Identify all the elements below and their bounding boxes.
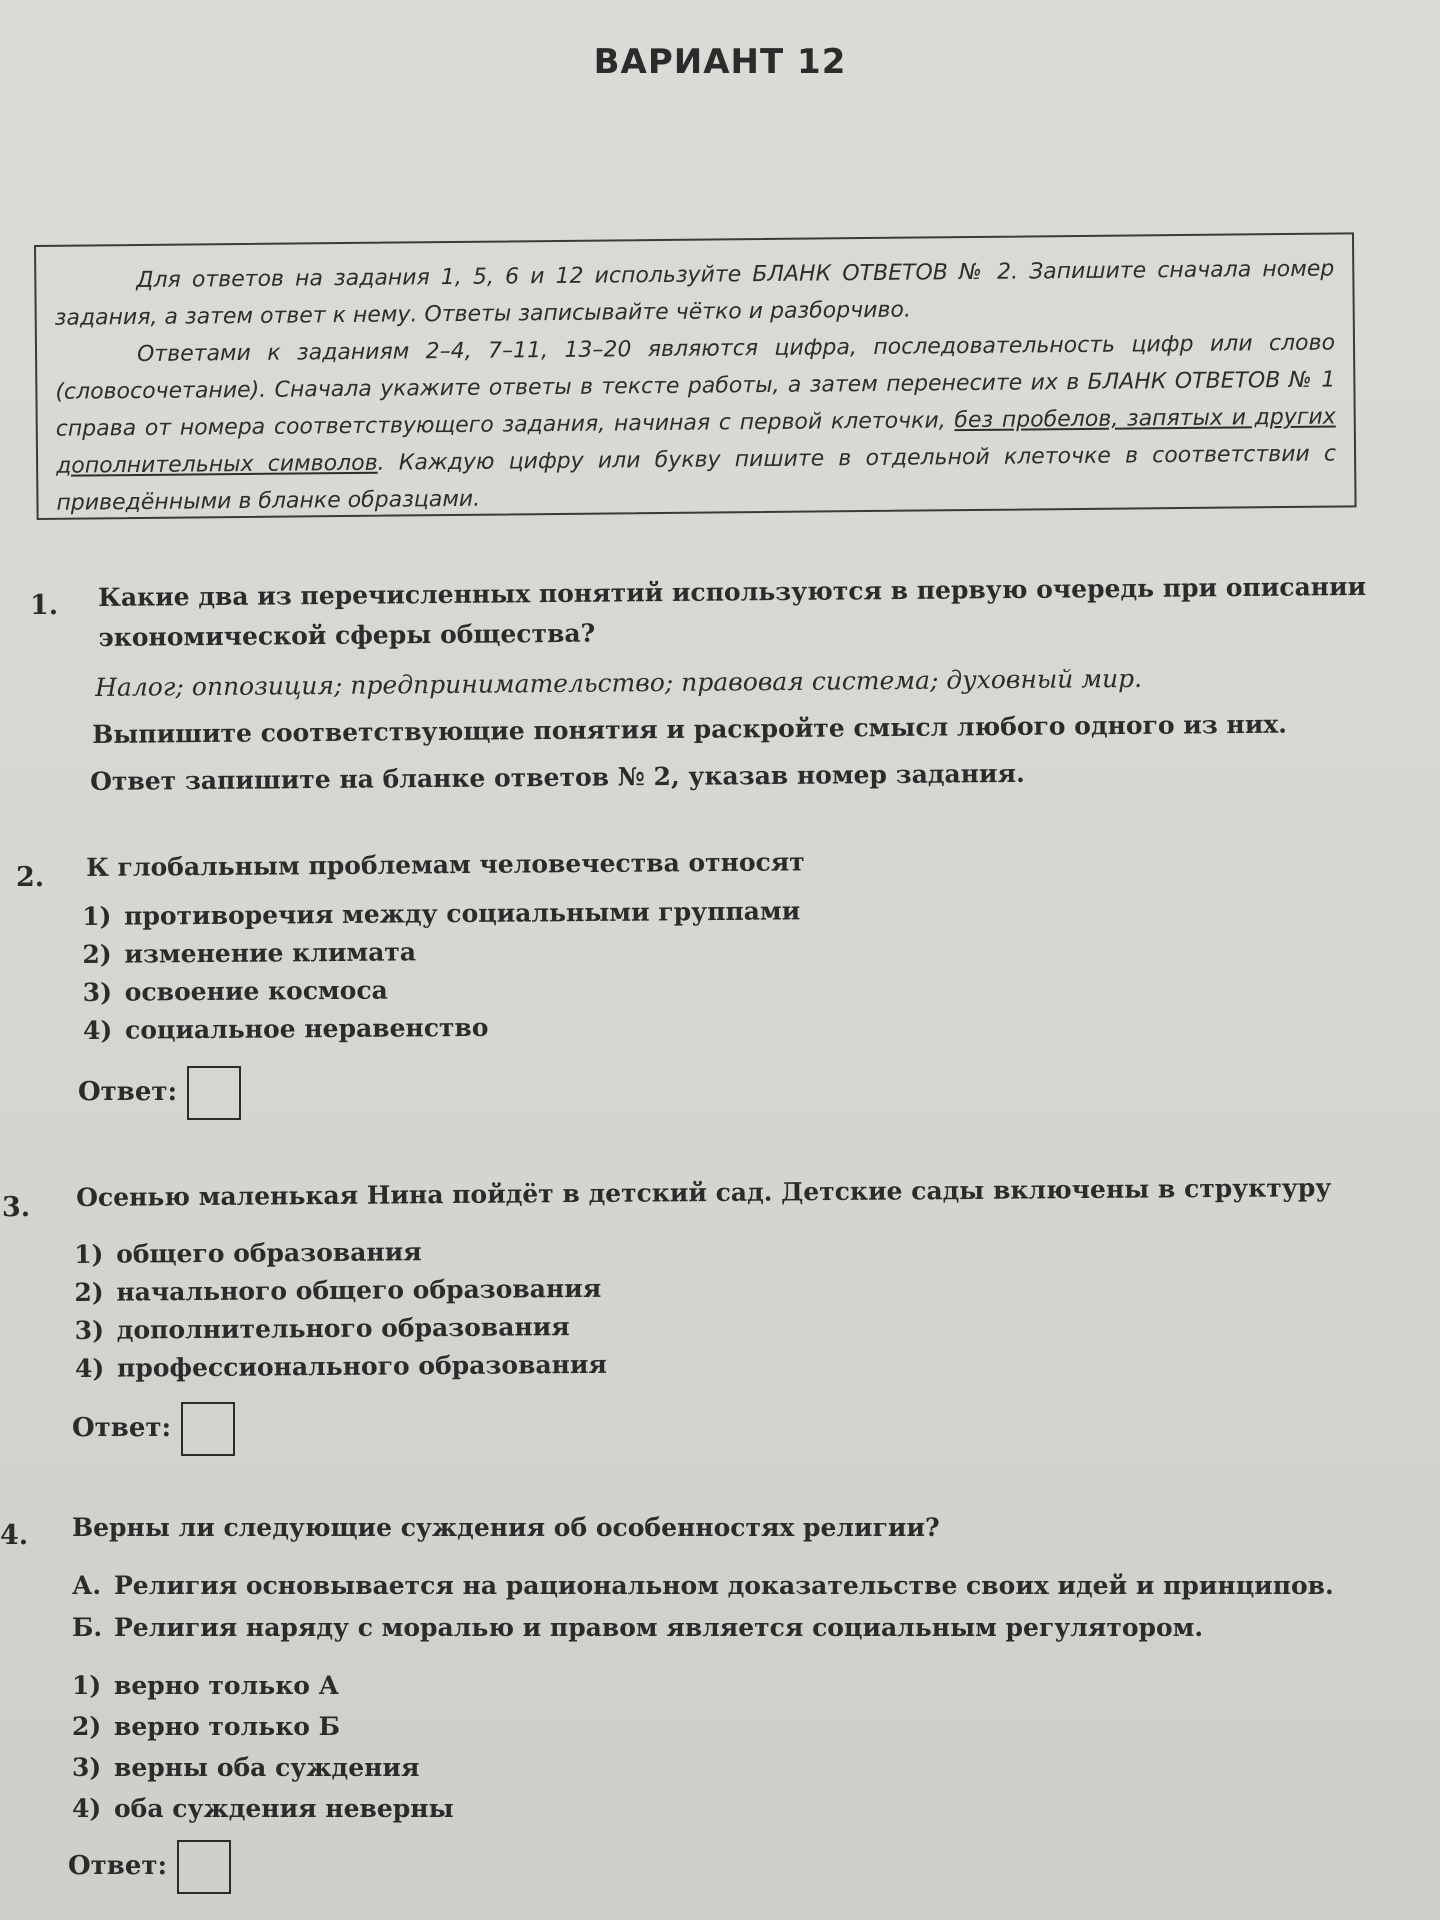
question-number: 3. [2, 1192, 31, 1223]
option-text: противоречия между социальными группами [124, 896, 801, 931]
statements-list [72, 1565, 1334, 1649]
question-number: 4. [0, 1520, 29, 1551]
option-text: верны оба суждения [114, 1753, 420, 1782]
statement-letter: А. [72, 1571, 102, 1600]
statement-letter: Б. [72, 1613, 103, 1642]
list-item [82, 892, 800, 936]
question-text: Какие два из перечисленных понятий используются в первую очередь при описании экономической сферы общества? [98, 571, 1367, 652]
option-number: 2) [74, 1277, 104, 1307]
question-text: Верны ли следующие суждения об особенностях религии? [72, 1513, 940, 1542]
option-number: 3) [82, 977, 113, 1007]
question-number: 1. [30, 590, 59, 621]
option-number: 4) [82, 1015, 113, 1045]
instructions-text-end: . Каждую цифру или букву пишите в отдельной клеточке в соответствии с приведёнными в бланке образцами. [56, 441, 1337, 516]
answer-label: Ответ: [68, 1851, 168, 1881]
options-list [72, 1665, 454, 1829]
option-number: 3) [72, 1753, 102, 1782]
option-number: 2) [72, 1712, 102, 1741]
list-item [75, 1346, 607, 1388]
question-text: К глобальным проблемам человечества относят [86, 847, 805, 882]
option-number: 2) [82, 939, 112, 969]
option-number: 4) [74, 1353, 105, 1383]
list-item [83, 1006, 801, 1050]
list-item [74, 1270, 606, 1312]
option-text: начального общего образования [116, 1273, 602, 1307]
question-number: 2. [16, 862, 45, 893]
instructions-text: Ответами к заданиям 2–4, 7–11, 13–20 являются цифра, последовательность цифр или слово (словосочетание). Сначала укажите ответы в тексте работы, а затем перенесите их в БЛАНК ОТВЕТОВ № 1 справа от номера соответствующего задания, начиная с первой клеточки, [55, 330, 1336, 442]
page-title: ВАРИАНТ 12 [593, 42, 847, 82]
answer-label: Ответ: [78, 1077, 178, 1107]
option-text: верно только Б [114, 1712, 340, 1741]
option-text: общего образования [116, 1237, 422, 1269]
question-task: Выпишите соответствующие понятия и раскройте смысл любого одного из них. [92, 709, 1288, 749]
instructions-underlined-text: без пробелов, запятых и других дополнительных символов [56, 404, 1336, 479]
option-text: оба суждения неверны [114, 1794, 454, 1823]
option-text: освоение космоса [124, 975, 388, 1007]
statement-text: Религия основывается на рациональном доказательстве своих идей и принципов. [114, 1571, 1334, 1600]
instructions-paragraph-1: Для ответов на задания 1, 5, 6 и 12 используйте БЛАНК ОТВЕТОВ № 2. Запишите сначала номер задания, а затем ответ к нему. Ответы записывайте чётко и разборчиво. [54, 256, 1335, 331]
list-item [74, 1232, 606, 1274]
instructions-paragraph-2 [55, 325, 1337, 522]
instructions-box [34, 232, 1357, 520]
option-number: 4) [72, 1794, 102, 1823]
question-terms: Налог; оппозиция; предпринимательство; правовая система; духовный мир. [95, 663, 1143, 702]
question-text: Осенью маленькая Нина пойдёт в детский сад. Детские сады включены в структуру [76, 1173, 1332, 1212]
option-text: профессионального образования [116, 1349, 608, 1383]
answer-box[interactable] [181, 1402, 235, 1456]
option-number: 1) [72, 1671, 102, 1700]
options-list [82, 892, 801, 1050]
list-item [72, 1607, 1334, 1649]
list-item [72, 1706, 454, 1747]
option-text: верно только А [114, 1671, 339, 1700]
list-item [82, 930, 800, 974]
answer-row [78, 1066, 241, 1120]
option-text: изменение климата [124, 937, 417, 969]
list-item [72, 1665, 454, 1706]
options-list [74, 1232, 607, 1388]
answer-row [68, 1840, 231, 1894]
option-number: 3) [74, 1315, 105, 1345]
answer-box[interactable] [177, 1840, 231, 1894]
option-text: социальное неравенство [124, 1012, 489, 1045]
statement-text: Религия наряду с моралью и правом является социальным регулятором. [114, 1613, 1204, 1642]
question-note: Ответ запишите на бланке ответов № 2, указав номер задания. [90, 758, 1025, 796]
option-text: дополнительного образования [116, 1312, 570, 1345]
list-item [83, 968, 801, 1012]
answer-row [72, 1402, 235, 1456]
list-item [75, 1308, 607, 1350]
list-item [72, 1788, 454, 1829]
option-number: 1) [74, 1239, 104, 1269]
option-number: 1) [82, 901, 112, 931]
answer-box[interactable] [187, 1066, 241, 1120]
list-item [72, 1747, 454, 1788]
answer-label: Ответ: [72, 1413, 172, 1443]
list-item [72, 1565, 1334, 1607]
